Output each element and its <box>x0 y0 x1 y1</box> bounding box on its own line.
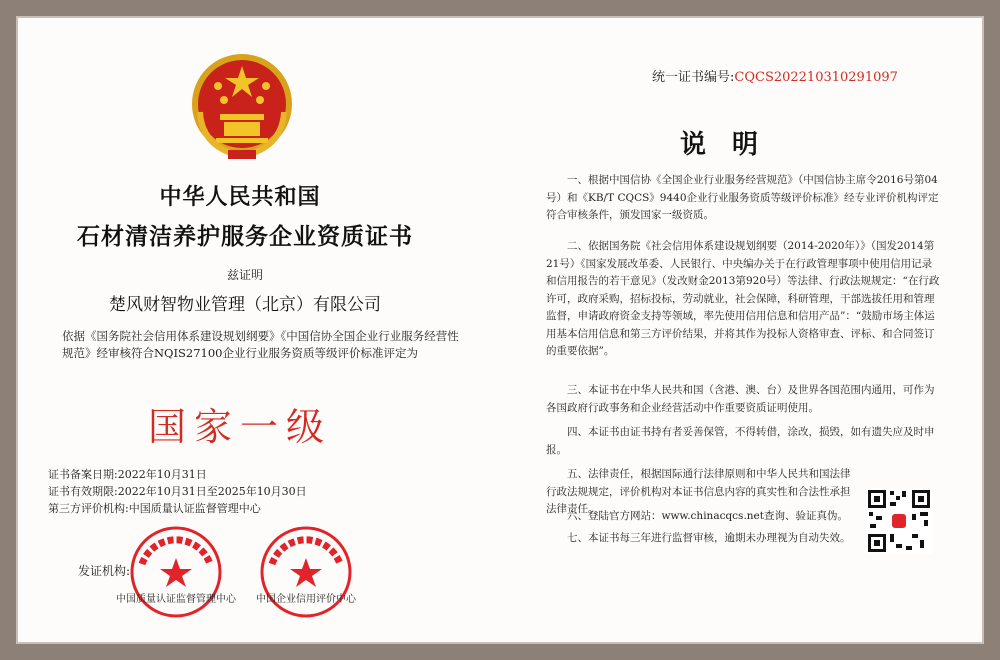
explanation-paragraph-2: 二、依据国务院《社会信用体系建设规划纲要（2014-2020年）》（国发2014第21号）《国家发展改革委、人民银行、中央编办关于在行政管理事项中使用信用记录和信用报告的若干意见》（发改财金2013第920号）等法律、行政法规规定：“在行政许可，政府采购，招标投标，劳动就业，社会保障，科研管理，干部选拔任用和管理监督，申请政府资金支持等领域，率先使用信用信息和信用产品”：“鼓励市场主体运用基本信用信息和第三方评价结果，并将其作为投标人资格审查、评标、和合同签订的重要依据”。 <box>546 240 940 357</box>
qr-code-icon <box>866 488 932 554</box>
seal-2-icon <box>258 524 354 620</box>
qualification-level: 国家一级 <box>147 405 332 449</box>
validity-period: 证书有效期限:2022年10月31日至2025年10月30日 <box>48 485 307 498</box>
certificate-info <box>48 466 468 517</box>
explanation-paragraph-4: 四、本证书由证书持有者妥善保管，不得转借，涂改，损毁，如有遗失应及时申报。 <box>546 426 935 456</box>
certificate-title: 石材清洁养护服务企业资质证书 <box>77 224 413 250</box>
seal-2-name: 中国企业信用评价中心 <box>256 594 356 605</box>
evaluation-basis: 依据《国务院社会信用体系建设规划纲要》《中国信协全国企业行业服务经营性规范》经审核符合NQIS27100企业行业服务资质等级评价标准评定为 <box>62 329 459 360</box>
issuer-label: 发证机构: <box>78 564 131 578</box>
evaluator: 第三方评价机构:中国质量认证监督管理中心 <box>48 502 261 515</box>
explanation-paragraph-7: 七、本证书每三年进行监督审核，逾期未办理视为自动失效。 <box>567 532 851 544</box>
certificate-number-value: CQCS202210310291097 <box>734 70 898 85</box>
company-name: 楚风财智物业管理（北京）有限公司 <box>109 295 381 315</box>
country-name: 中华人民共和国 <box>159 185 321 210</box>
national-emblem-icon <box>188 52 296 162</box>
explanation-title: 说明 <box>680 130 785 160</box>
certificate-number-label: 统一证书编号: <box>652 70 735 85</box>
unified-certificate-number <box>652 66 898 85</box>
record-date: 证书备案日期:2022年10月31日 <box>48 468 207 481</box>
explanation-paragraph-5: 五、法律责任，根据国际通行法律原则和中华人民共和国法律行政法规规定，评价机构对本证书信息内容的真实性和合法性承担法律责任。 <box>546 468 851 515</box>
seal-1-icon <box>128 524 224 620</box>
explanation-paragraph-1: 一、根据中国信协《全国企业行业服务经营规范》（中国信协主席令2016号第04号）和《KB/T CQCS》9440企业行业服务资质等级评价标准》经专业评价机构评定符合审核条件，颁发国家一级资质。 <box>546 174 939 221</box>
certify-text: 兹证明 <box>226 268 263 282</box>
explanation-paragraph-3: 三、本证书在中华人民共和国（含港、澳、台）及世界各国范围内通用，可作为各国政府行政事务和企业经营活动中作重要资质证明使用。 <box>546 384 935 414</box>
explanation-paragraph-6: 六、登陆官方网站：www.chinacqcs.net查询、验证真伪。 <box>567 510 848 522</box>
seal-1-name: 中国质量认证监督管理中心 <box>116 594 236 605</box>
